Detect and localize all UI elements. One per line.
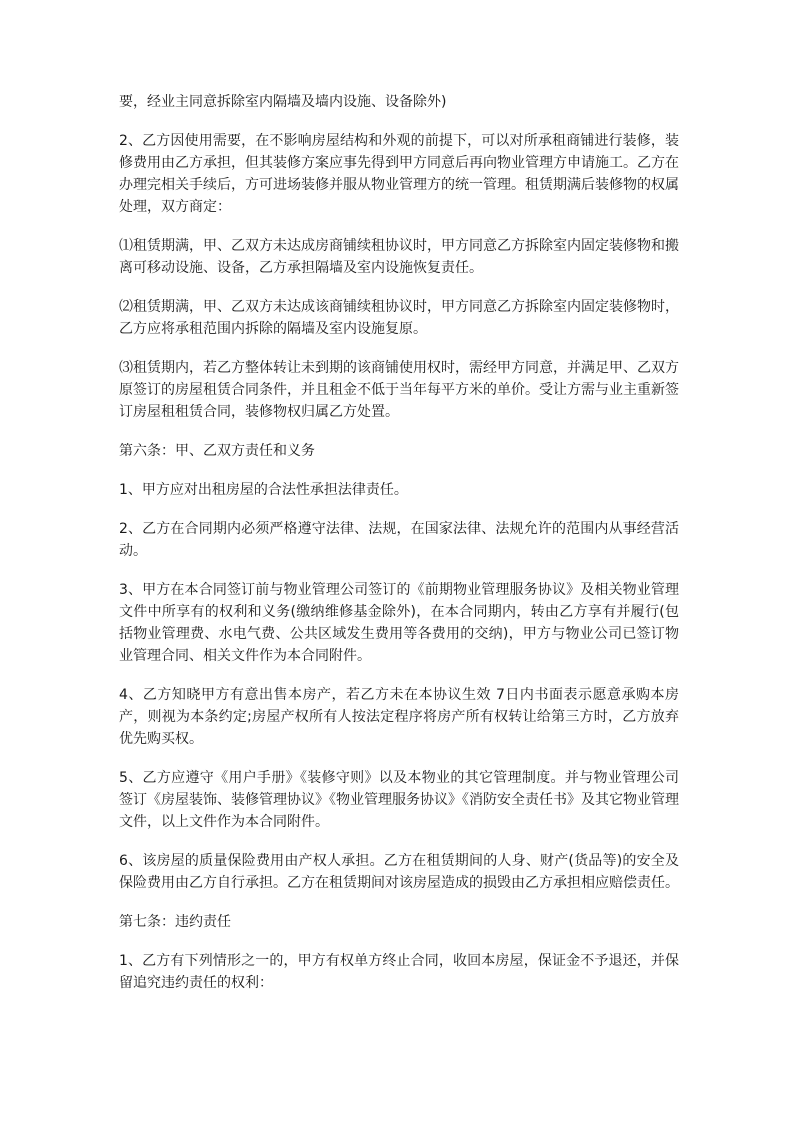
paragraph-decoration-terms: 2、乙方因使用需要，在不影响房屋结构和外观的前提下，可以对所承租商铺进行装修，装修费用由乙方承担，但其装修方案应事先得到甲方同意后再向物业管理方申请施工。乙方在办理完相关手续后，方可进场装修并服从物业管理方的统一管理。租赁期满后装修物的权属处理，双方商定： [119,133,679,215]
paragraph-renovation-clause-end: 要，经业主同意拆除室内隔墙及墙内设施、设备除外) [119,94,447,110]
paragraph-duty-1: 1、甲方应对出租房屋的合法性承担法律责任。 [119,482,408,498]
paragraph-item-1: ⑴租赁期满，甲、乙双方未达成房商铺续租协议时，甲方同意乙方拆除室内固定装修物和搬离可移动设施、设备，乙方承担隔墙及室内设施恢复责任。 [119,238,679,276]
section-heading-article-6: 第六条：甲、乙双方责任和义务 [119,443,315,459]
paragraph-duty-5: 5、乙方应遵守《用户手册》《装修守则》以及本物业的其它管理制度。并与物业管理公司签订《房屋装饰、装修管理协议》《物业管理服务协议》《消防安全责任书》及其它物业管理文件，以上文件作为本合同附件。 [119,770,679,830]
paragraph-duty-6: 6、该房屋的质量保险费用由产权人承担。乙方在租赁期间的人身、财产(货品等)的安全及保险费用由乙方自行承担。乙方在租赁期间对该房屋造成的损毁由乙方承担相应赔偿责任。 [119,853,679,891]
paragraph-duty-2: 2、乙方在合同期内必须严格遵守法律、法规，在国家法律、法规允许的范围内从事经营活动。 [119,521,679,559]
section-heading-article-7: 第七条：违约责任 [119,914,231,930]
paragraph-item-2: ⑵租赁期满，甲、乙双方未达成该商铺续租协议时，甲方同意乙方拆除室内固定装修物时，乙方应将承租范围内拆除的隔墙及室内设施复原。 [119,299,679,337]
paragraph-duty-4: 4、乙方知晓甲方有意出售本房产，若乙方未在本协议生效 7日内书面表示愿意承购本房产，则视为本条约定;房屋产权所有人按法定程序将房产所有权转让给第三方时，乙方放弃优先购买权。 [119,687,679,747]
paragraph-item-3: ⑶租赁期内，若乙方整体转让未到期的该商铺使用权时，需经甲方同意，并满足甲、乙双方原签订的房屋租赁合同条件，并且租金不低于当年每平方米的单价。受让方需与业主重新签订房屋租租赁合同，装修物权归属乙方处置。 [119,360,679,420]
document-page [119,91,679,1011]
paragraph-duty-3: 3、甲方在本合同签订前与物业管理公司签订的《前期物业管理服务协议》及相关物业管理文件中所享有的权利和义务(缴纳维修基金除外)，在本合同期内，转由乙方享有并履行(包括物业管理费、水电气费、公共区域发生费用等各费用的交纳)，甲方与物业公司已签订物业管理合同、相关文件作为本合同附件。 [119,582,679,664]
paragraph-breach-1: 1、乙方有下列情形之一的，甲方有权单方终止合同，收回本房屋，保证金不予退还，并保留追究违约责任的权利： [119,953,679,991]
